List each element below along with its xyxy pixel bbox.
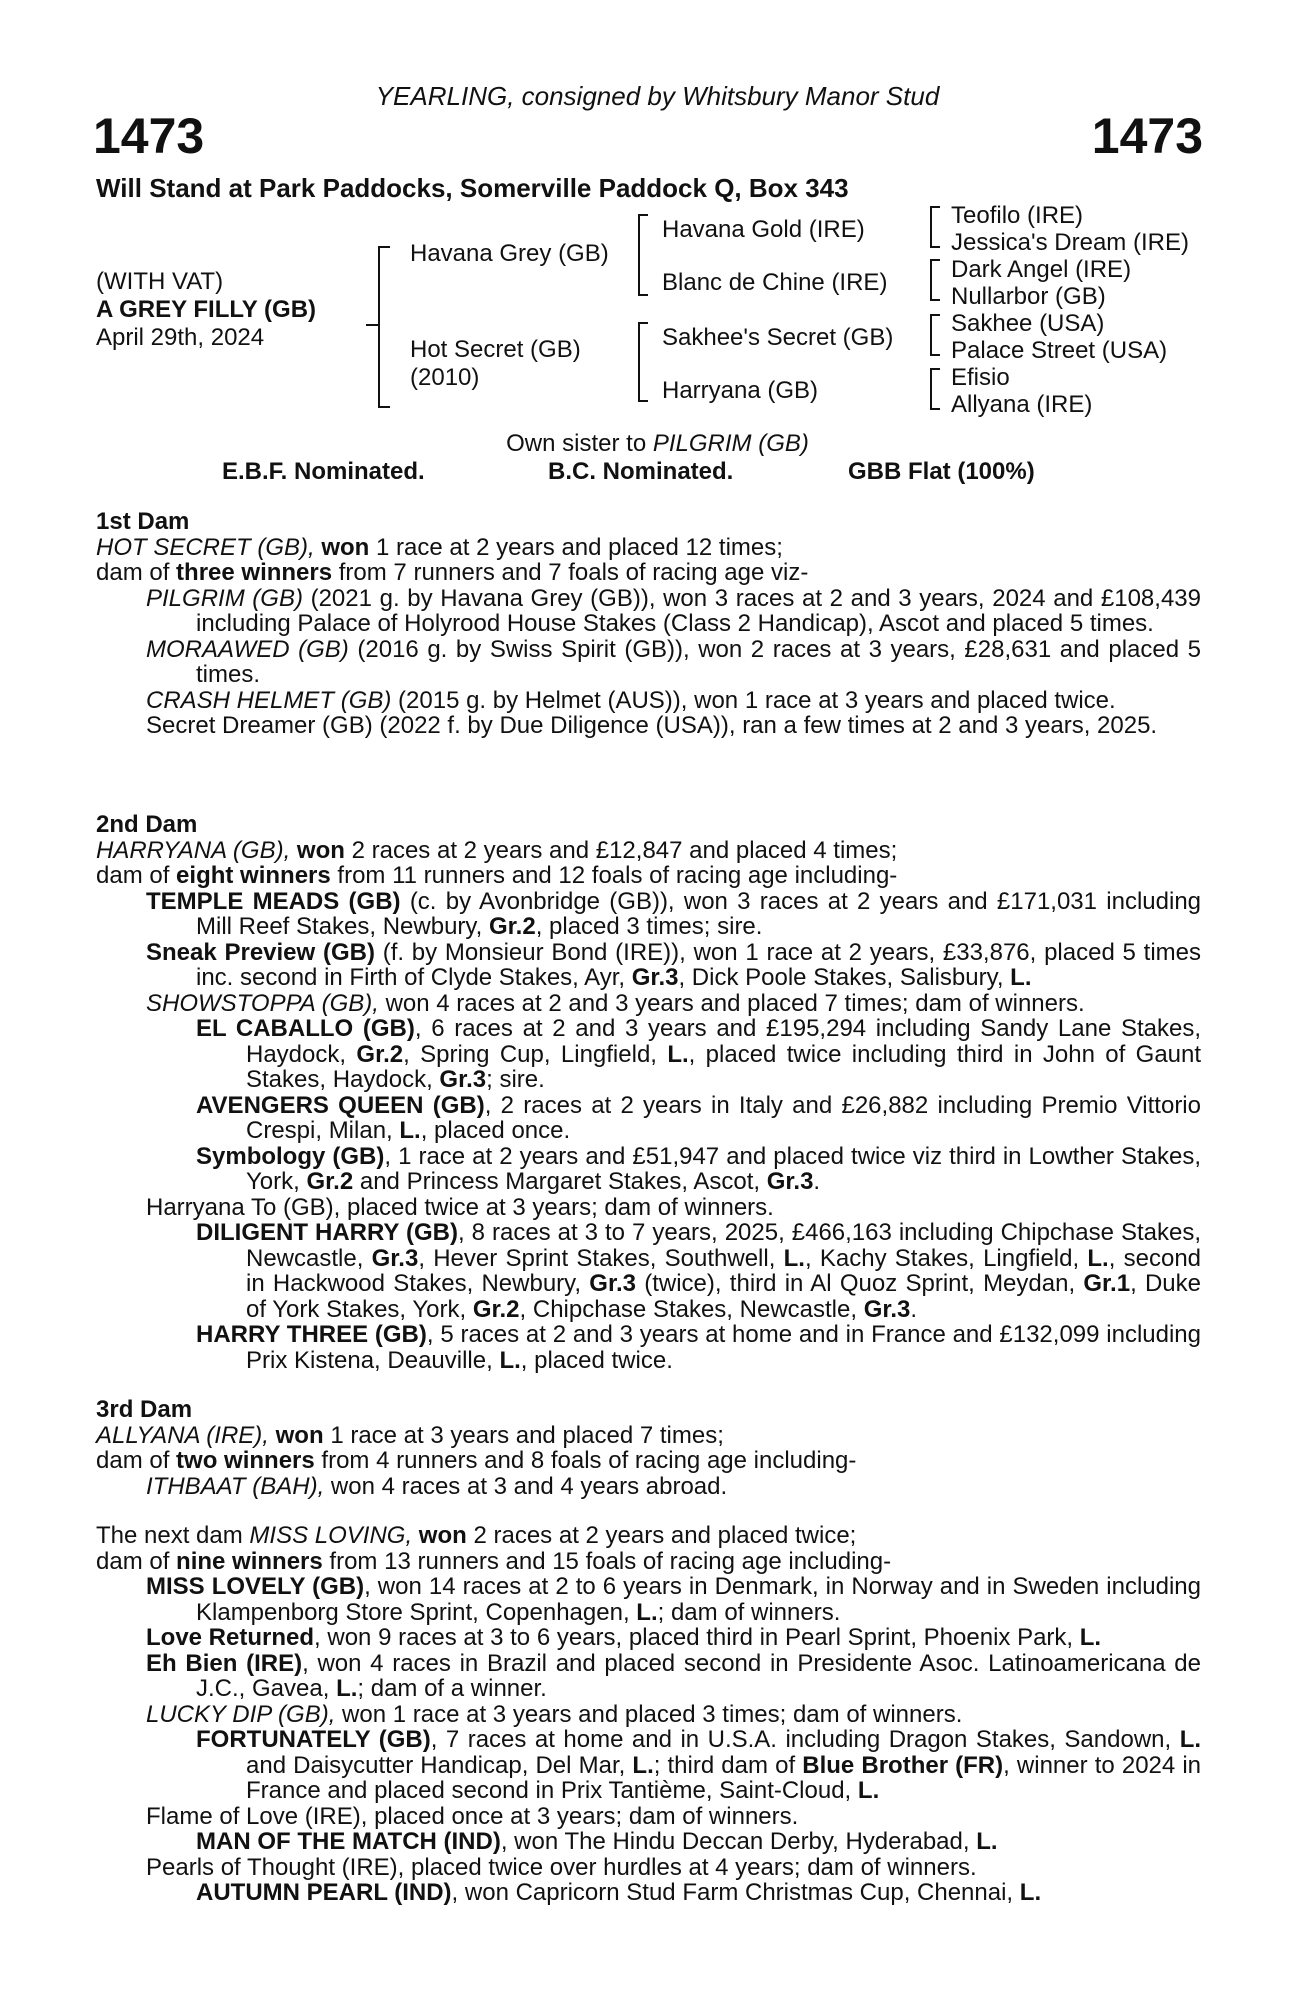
vat-note: (WITH VAT) <box>96 268 224 295</box>
section-heading: 2nd Dam <box>96 811 198 838</box>
produce-entry: Sneak Preview (GB) (f. by Monsieur Bond (IRE)), won 1 race at 2 years, £33,876, placed 5 times inc. second in Firth of Clyde Stakes, Ayr, Gr.3, Dick Poole Stakes, Salisbury, L. <box>146 938 1201 991</box>
produce-entry: SHOWSTOPPA (GB), won 4 races at 2 and 3 years and placed 7 times; dam of winners. <box>146 989 1085 1017</box>
produce-entry: ITHBAAT (BAH), won 4 races at 3 and 4 years abroad. <box>146 1472 728 1500</box>
brace-generation-1-point <box>366 324 378 326</box>
bc-nomination: B.C. Nominated. <box>548 458 734 485</box>
section-heading: 3rd Dam <box>96 1396 193 1423</box>
third-dam-section <box>96 1397 1201 1499</box>
brace-dam <box>638 322 648 402</box>
produce-entry: Secret Dreamer (GB) (2022 f. by Due Diligence (USA)), ran a few times at 2 and 3 years, 2025. <box>146 712 1158 739</box>
dam-line: HOT SECRET (GB), won 1 race at 2 years and placed 12 times; <box>96 533 783 561</box>
produce-entry: Eh Bien (IRE), won 4 races in Brazil and placed second in Presidente Asoc. Latinoamericana de J.C., Gavea, L.; dam of a winner. <box>146 1649 1201 1702</box>
section-heading: 1st Dam <box>96 508 190 535</box>
sire-dam: Blanc de Chine (IRE) <box>662 269 888 296</box>
brace-generation-1 <box>378 246 390 408</box>
brace-sire <box>638 214 648 296</box>
brace-g3-2 <box>930 259 940 301</box>
ancestor-1: Teofilo (IRE) <box>951 202 1084 229</box>
grandproduce-entry: FORTUNATELY (GB), 7 races at home and in U.S.A. including Dragon Stakes, Sandown, L. and Daisycutter Handicap, Del Mar, L.; third dam of Blue Brother (FR), winner to 2024 in France and placed second in Prix Tantième, Saint-Cloud, L. <box>196 1726 1202 1804</box>
horse-name: A GREY FILLY (GB) <box>96 296 317 323</box>
produce-entry: PILGRIM (GB) (2021 g. by Havana Grey (GB)), won 3 races at 2 and 3 years, 2024 and £108,439 including Palace of Holyrood House Stakes (Class 2 Handicap), Ascot and placed 5 times. <box>146 584 1201 637</box>
produce-entry: Pearls of Thought (IRE), placed twice over hurdles at 4 years; dam of winners. <box>146 1853 977 1881</box>
dam-line: The next dam MISS LOVING, won 2 races at 2 years and placed twice; <box>96 1522 857 1549</box>
foaling-date: April 29th, 2024 <box>96 324 265 351</box>
brace-g3-4 <box>930 368 940 410</box>
ebf-nomination: E.B.F. Nominated. <box>222 458 425 485</box>
grandproduce-entry: EL CABALLO (GB), 6 races at 2 and 3 years and £195,294 including Sandy Lane Stakes, Haydock, Gr.2, Spring Cup, Lingfield, L., placed twice including third in John of Gaunt Stakes, Haydock, Gr.3; sire. <box>196 1015 1202 1093</box>
ancestor-4: Nullarbor (GB) <box>951 283 1106 310</box>
dam-year: (2010) <box>410 364 480 391</box>
grandproduce-entry: Symbology (GB), 1 race at 2 years and £51,947 and placed twice viz third in Lowther Stakes, York, Gr.2 and Princess Margaret Stakes, Ascot, Gr.3. <box>196 1142 1201 1195</box>
dam-dam: Harryana (GB) <box>662 377 819 404</box>
grandproduce-entry: AVENGERS QUEEN (GB), 2 races at 2 years in Italy and £26,882 including Premio Vittorio Crespi, Milan, L., placed once. <box>196 1091 1201 1144</box>
sire-name: Havana Grey (GB) <box>410 240 609 267</box>
ancestor-3: Dark Angel (IRE) <box>951 256 1132 283</box>
produce-entry: CRASH HELMET (GB) (2015 g. by Helmet (AUS)), won 1 race at 3 years and placed twice. <box>146 686 1116 714</box>
dam-sire: Sakhee's Secret (GB) <box>662 324 894 351</box>
dam-line: ALLYANA (IRE), won 1 race at 3 years and placed 7 times; <box>96 1421 724 1449</box>
produce-entry: TEMPLE MEADS (GB) (c. by Avonbridge (GB)), won 3 races at 2 years and £171,031 including Mill Reef Stakes, Newbury, Gr.2, placed 3 times; sire. <box>146 887 1202 940</box>
grandproduce-entry: DILIGENT HARRY (GB), 8 races at 3 to 7 years, 2025, £466,163 including Chipchase Stakes, Newcastle, Gr.3, Hever Sprint Stakes, Southwell, L., Kachy Stakes, Lingfield, L., second in Hackwood Stakes, Newbury, Gr.3 (twice), third in Al Quoz Sprint, Meydan, Gr.1, Duke of York Stakes, York, Gr.2, Chipchase Stakes, Newcastle, Gr.3. <box>196 1219 1202 1323</box>
produce-entry: Flame of Love (IRE), placed once at 3 years; dam of winners. <box>146 1802 799 1830</box>
second-dam-section <box>96 812 1201 1373</box>
produce-entry: Harryana To (GB), placed twice at 3 years; dam of winners. <box>146 1193 774 1221</box>
grandproduce-entry: HARRY THREE (GB), 5 races at 2 and 3 years at home and in France and £132,099 including Prix Kistena, Deauville, L., placed twice. <box>196 1321 1202 1374</box>
grandproduce-entry: MAN OF THE MATCH (IND), won The Hindu Deccan Derby, Hyderabad, L. <box>196 1828 998 1855</box>
next-dam-section <box>96 1523 1201 1906</box>
gbb-flat: GBB Flat (100%) <box>848 458 1035 485</box>
ancestor-2: Jessica's Dream (IRE) <box>951 229 1189 256</box>
dam-name: Hot Secret (GB) <box>410 336 581 363</box>
ancestor-7: Efisio <box>951 364 1010 391</box>
ancestor-6: Palace Street (USA) <box>951 337 1168 364</box>
dam-line: HARRYANA (GB), won 2 races at 2 years and £12,847 and placed 4 times; <box>96 836 898 864</box>
produce-line: dam of three winners from 7 runners and 7 foals of racing age viz- <box>96 559 809 586</box>
consignor-subtitle: YEARLING, consigned by Whitsbury Manor Stud <box>375 81 940 111</box>
lot-number-left: 1473 <box>93 108 205 164</box>
lot-number-right: 1473 <box>1091 108 1203 164</box>
produce-entry: MORAAWED (GB) (2016 g. by Swiss Spirit (GB)), won 2 races at 3 years, £28,631 and placed 5 times. <box>146 635 1201 688</box>
sister-note: Own sister to PILGRIM (GB) <box>506 430 809 457</box>
brace-g3-1 <box>930 206 940 248</box>
produce-line: dam of nine winners from 13 runners and 15 foals of racing age including- <box>96 1547 892 1575</box>
produce-line: dam of eight winners from 11 runners and 12 foals of racing age including- <box>96 862 898 889</box>
ancestor-8: Allyana (IRE) <box>951 391 1093 418</box>
ancestor-5: Sakhee (USA) <box>951 310 1105 337</box>
first-dam-section <box>96 509 1201 739</box>
produce-line: dam of two winners from 4 runners and 8 foals of racing age including- <box>96 1447 857 1474</box>
brace-g3-3 <box>930 314 940 356</box>
produce-entry: MISS LOVELY (GB), won 14 races at 2 to 6 years in Denmark, in Norway and in Sweden including Klampenborg Store Sprint, Copenhagen, L.; dam of winners. <box>146 1573 1202 1626</box>
produce-entry: Love Returned, won 9 races at 3 to 6 years, placed third in Pearl Sprint, Phoenix Park, L. <box>146 1624 1102 1651</box>
produce-entry: LUCKY DIP (GB), won 1 race at 3 years and placed 3 times; dam of winners. <box>146 1700 963 1728</box>
sire-sire: Havana Gold (IRE) <box>662 216 865 243</box>
stabling-location: Will Stand at Park Paddocks, Somerville Paddock Q, Box 343 <box>96 173 849 203</box>
grandproduce-entry: AUTUMN PEARL (IND), won Capricorn Stud Farm Christmas Cup, Chennai, L. <box>196 1879 1042 1906</box>
